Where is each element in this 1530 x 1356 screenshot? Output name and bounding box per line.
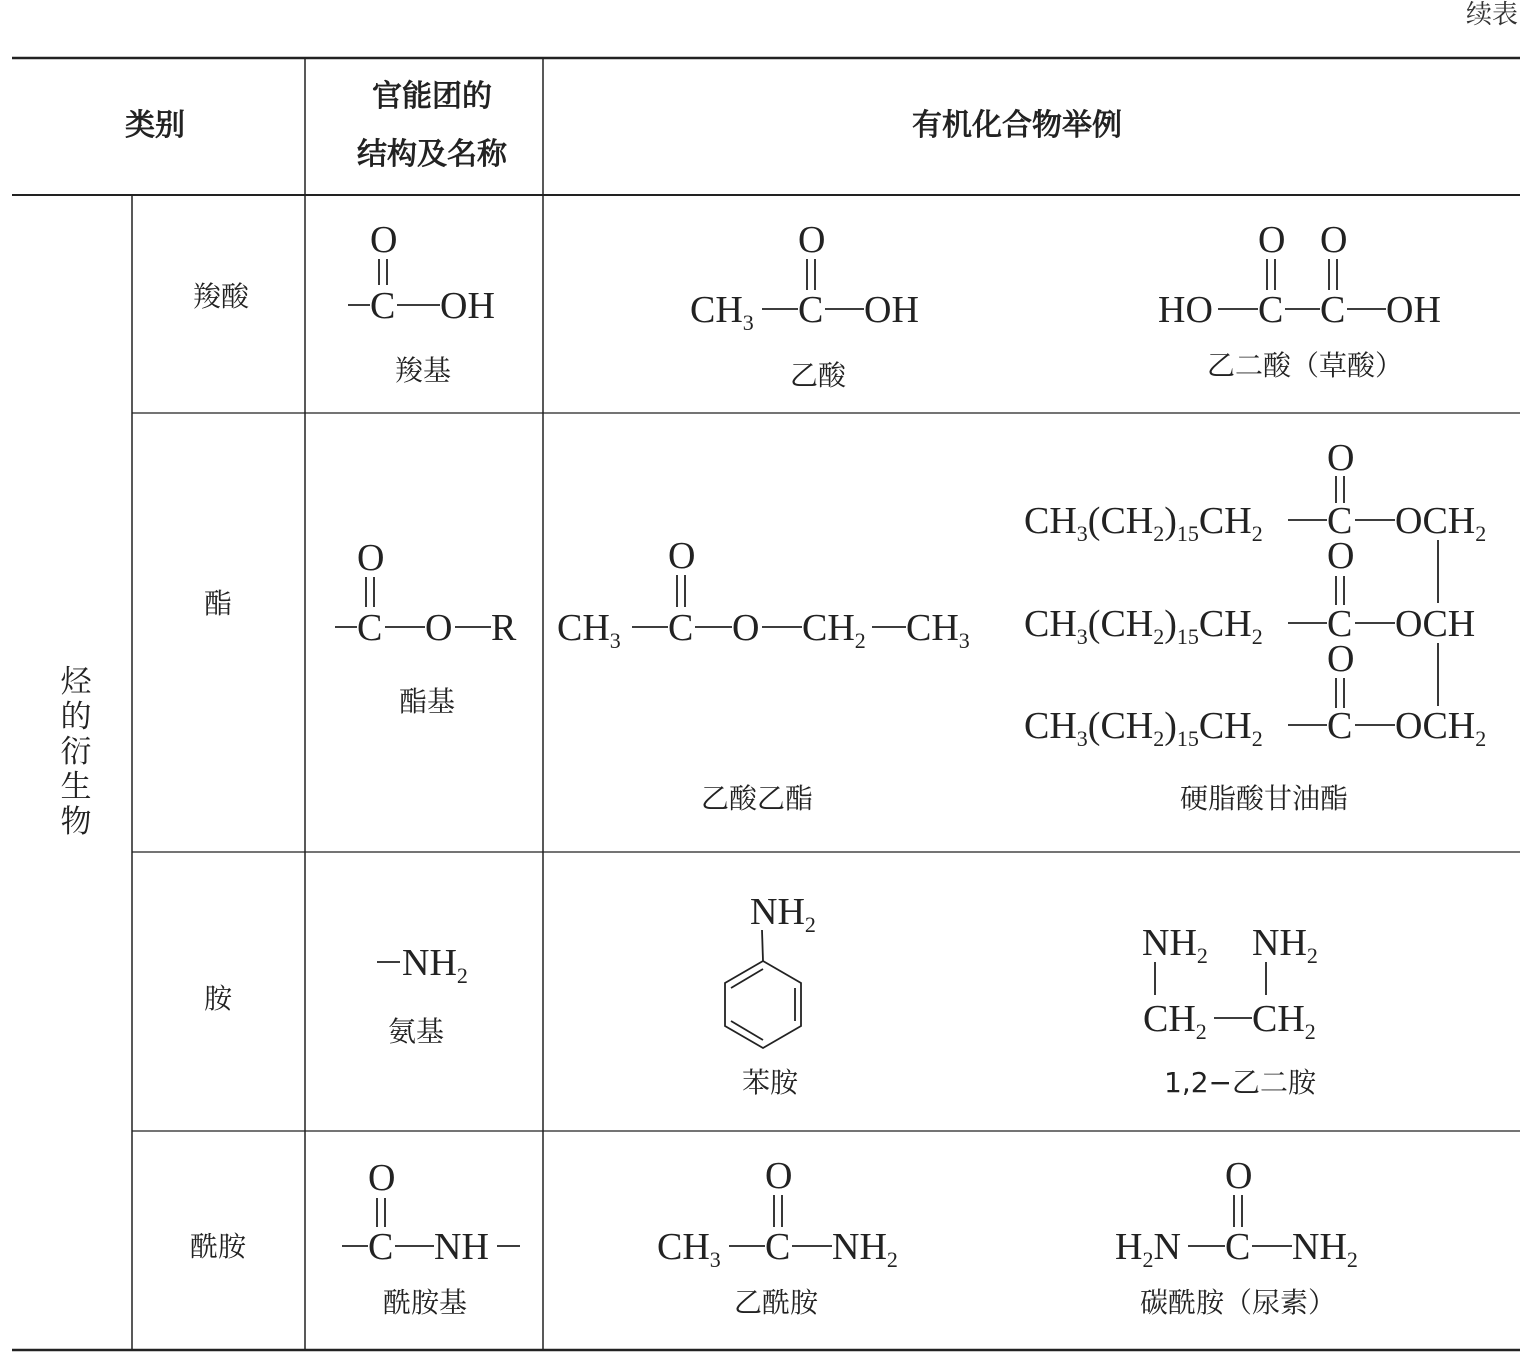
formula-subscript: 2 [854,628,866,653]
formula-subscript: 2 [1251,624,1263,649]
formula-o: O [1320,219,1348,261]
group-name-ester: 酯基 [398,685,456,718]
formula-ch2: CH [1100,603,1154,645]
formula-c: C [1327,500,1353,542]
svg-text:CH3 [690,289,754,335]
aniline-formula [725,891,816,1048]
formula-h: H [1115,1226,1143,1268]
formula-subscript: 2 [1475,521,1487,546]
formula-subscript: 15 [1176,624,1199,649]
svg-text:CH2 [1143,998,1207,1044]
glyceryl-stearate-formula [1024,437,1486,751]
header-functional-group-line2: 结构及名称 [357,137,507,172]
formula-och2: OCH [1395,500,1476,542]
amide-group-formula [342,1157,520,1268]
formula-paren: ( [1087,500,1101,542]
formula-o: O [357,537,385,579]
svg-text:CH3 [906,607,970,653]
formula-nh2: NH [402,942,457,984]
group-name-amide: 酰胺基 [382,1286,468,1319]
formula-subscript: 2 [1153,624,1165,649]
formula-oh: OH [1386,289,1441,331]
formula-ch3: CH [557,607,610,649]
formula-nh2: NH [1142,922,1197,964]
formula-c: C [370,285,396,327]
svg-text:OCH2 [1395,500,1486,546]
formula-o: O [1327,638,1355,680]
acetamide-formula [657,1155,898,1272]
formula-ch2: CH [1198,603,1252,645]
formula-ch2: CH [1198,705,1252,747]
formula-c: C [1258,289,1284,331]
example-ethyl-acetate: 乙酸乙酯 [700,782,814,815]
svg-text:CH3(CH2)15CH2 [1024,705,1263,751]
ethylenediamine-formula [1142,922,1318,1044]
formula-subscript: 15 [1176,521,1199,546]
example-aniline: 苯胺 [741,1066,799,1099]
formula-subscript: 2 [886,1247,898,1272]
svg-text:CH3(CH2)15CH2 [1024,603,1263,649]
formula-nh2: NH [750,891,805,933]
formula-c: C [1320,289,1346,331]
formula-o: O [370,219,398,261]
formula-o: O [668,535,696,577]
formula-ch3: CH [690,289,743,331]
formula-c: C [765,1226,791,1268]
formula-subscript: 3 [609,628,621,653]
svg-text:CH3 [557,607,621,653]
formula-ch2: CH [1100,705,1154,747]
formula-subscript: 2 [804,912,816,937]
formula-subscript: 2 [1153,521,1165,546]
group-name-carboxyl: 羧基 [394,354,452,387]
formula-nh2: NH [1292,1226,1347,1268]
formula-subscript: 3 [1076,521,1088,546]
formula-c: C [798,289,824,331]
formula-subscript: 3 [1076,726,1088,751]
formula-ch3: CH [657,1226,710,1268]
header-category: 类别 [125,108,185,143]
example-glyceryl-stearate: 硬脂酸甘油酯 [1179,782,1349,815]
continued-label: 续表 [1465,0,1518,30]
ethyl-acetate-formula [557,535,970,653]
svg-text:NH2 [832,1226,898,1272]
formula-subscript: 2 [1142,1247,1154,1272]
formula-ch2: CH [1100,500,1154,542]
formula-subscript: 3 [709,1247,721,1272]
category-amide: 酰胺 [189,1230,247,1263]
svg-text:OCH2 [1395,705,1486,751]
formula-subscript: 2 [1251,521,1263,546]
formula-subscript: 3 [958,628,970,653]
formula-ch3: CH [1024,500,1077,542]
svg-text:H2N [1115,1226,1181,1272]
formula-ch2: CH [802,607,855,649]
formula-o: O [732,607,760,649]
example-oxalic-acid: 乙二酸（草酸） [1206,349,1404,382]
formula-oh: OH [864,289,919,331]
formula-subscript: 2 [1153,726,1165,751]
formula-o: O [798,219,826,261]
category-amine: 胺 [203,982,233,1015]
formula-r: R [491,607,517,649]
svg-text:NH2 [1252,922,1318,968]
formula-o: O [368,1157,396,1199]
svg-text:CH2 [1252,998,1316,1044]
formula-subscript: 2 [1306,943,1318,968]
formula-o: O [425,607,453,649]
svg-text:NH2 [1292,1226,1358,1272]
formula-o: O [1327,535,1355,577]
formula-ho: HO [1158,289,1213,331]
formula-subscript: 2 [1346,1247,1358,1272]
group-label-hydrocarbon-derivatives: 烃的衍生物 [60,664,92,840]
formula-o: O [1327,437,1355,479]
formula-paren: ) [1164,603,1177,645]
header-functional-group-line1: 官能团的 [372,79,492,114]
oxalic-acid-formula [1158,219,1441,331]
formula-och: OCH [1395,603,1476,645]
formula-och2: OCH [1395,705,1476,747]
formula-subscript: 2 [1195,1019,1207,1044]
formula-nh: NH [434,1226,489,1268]
formula-o: O [1258,219,1286,261]
amino-group-formula [377,942,468,988]
formula-ch2: CH [1252,998,1305,1040]
example-acetamide: 乙酰胺 [733,1286,819,1319]
example-urea: 碳酰胺（尿素） [1139,1286,1337,1319]
category-carboxylic-acid: 羧酸 [192,280,250,313]
ester-group-formula [335,537,517,649]
formula-o: O [1225,1155,1253,1197]
example-acetic-acid: 乙酸 [789,359,847,392]
header-examples: 有机化合物举例 [912,108,1122,143]
svg-text:CH3(CH2)15CH2 [1024,500,1263,546]
formula-subscript: 3 [1076,624,1088,649]
formula-subscript: 2 [1196,943,1208,968]
svg-text:NH2 [402,942,468,988]
formula-paren: ( [1087,603,1101,645]
formula-paren: ) [1164,705,1177,747]
urea-formula [1115,1155,1358,1272]
formula-ch2: CH [1143,998,1196,1040]
formula-ch2: CH [1198,500,1252,542]
formula-n: N [1153,1226,1181,1268]
carboxyl-group-formula [348,219,495,327]
svg-text:NH2 [1142,922,1208,968]
formula-ch3: CH [906,607,959,649]
formula-c: C [357,607,383,649]
formula-subscript: 2 [456,963,468,988]
formula-subscript: 2 [1475,726,1487,751]
formula-nh2: NH [832,1226,887,1268]
formula-c: C [668,607,694,649]
formula-oh: OH [440,285,495,327]
formula-subscript: 2 [1251,726,1263,751]
formula-c: C [1225,1226,1251,1268]
svg-text:CH2 [802,607,866,653]
formula-nh2: NH [1252,922,1307,964]
svg-text:CH3 [657,1226,721,1272]
formula-subscript: 3 [742,310,754,335]
formula-c: C [1327,705,1353,747]
formula-subscript: 15 [1176,726,1199,751]
acetic-acid-formula [690,219,919,335]
category-ester: 酯 [203,587,233,620]
example-ethylenediamine: 1,2−乙二胺 [1164,1066,1316,1099]
formula-c: C [368,1226,394,1268]
formula-o: O [765,1155,793,1197]
group-name-amino: 氨基 [387,1015,445,1048]
formula-ch3: CH [1024,603,1077,645]
formula-paren: ( [1087,705,1101,747]
formula-paren: ) [1164,500,1177,542]
formula-ch3: CH [1024,705,1077,747]
formula-subscript: 2 [1304,1019,1316,1044]
svg-text:NH2 [750,891,816,937]
formula-c: C [1327,603,1353,645]
